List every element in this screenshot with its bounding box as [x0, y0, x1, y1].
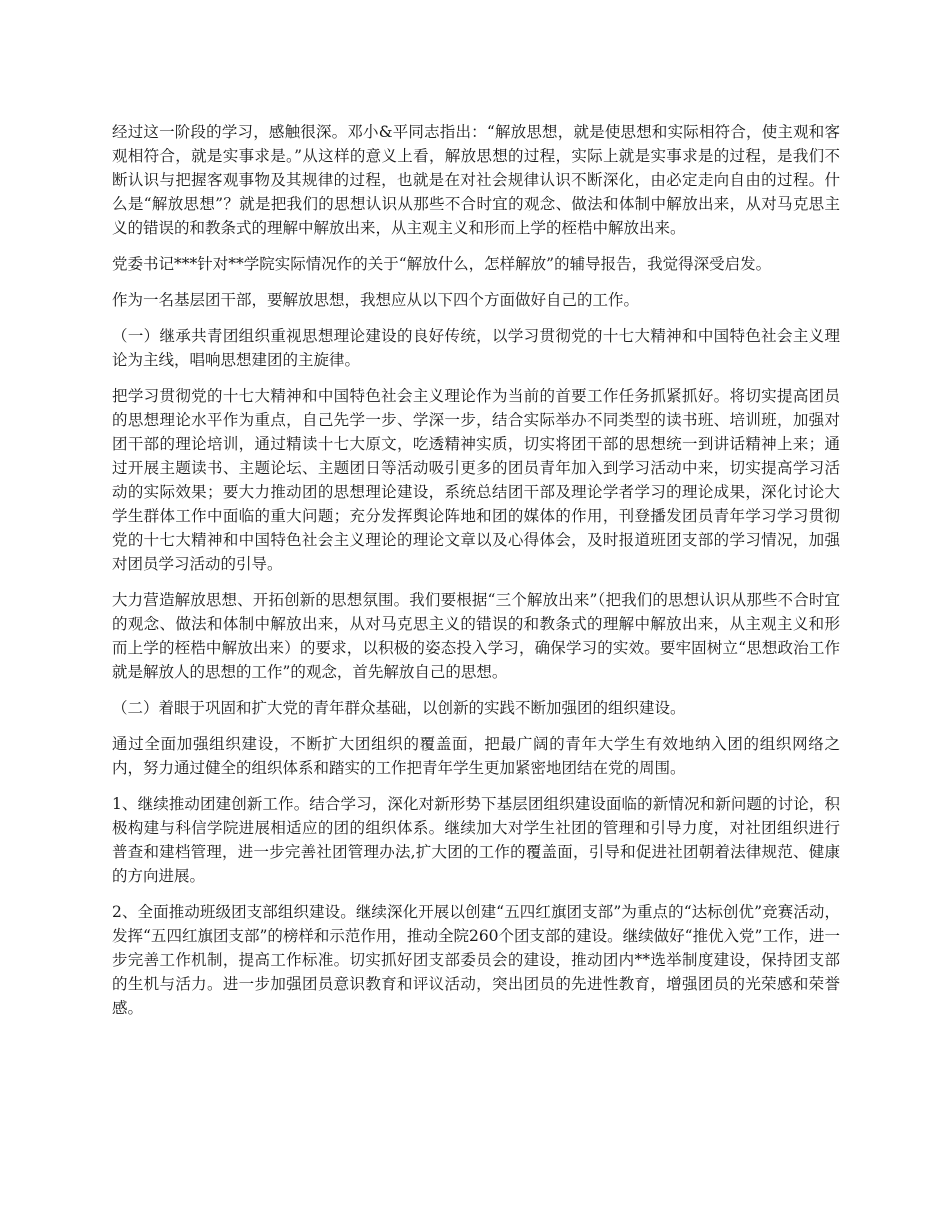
- paragraph-1: 经过这一阶段的学习，感触很深。邓小&平同志指出：“解放思想，就是使思想和实际相符合，使主观和客观相符合，就是实事求是。”从这样的意义上看，解放思想的过程，实际上就是实事求是的过程，是我们不断认识与把握客观事物及其规律的过程，也就是在对社会规律认识不断深化，由必定走向自由的过程。什么是“解放思想”？就是把我们的思想认识从那些不合时宜的观念、做法和体制中解放出来，从对马克思主义的错误的和教条式的理解中解放出来，从主观主义和形而上学的桎梏中解放出来。: [112, 123, 840, 237]
- section-heading-1: （一）继承共青团组织重视思想理论建设的良好传统，以学习贯彻党的十七大精神和中国特色社会主义理论为主线，唱响思想建团的主旋律。: [112, 327, 840, 369]
- paragraph-9: 1、继续推动团建创新工作。结合学习，深化对新形势下基层团组织建设面临的新情况和新问题的讨论，积极构建与科信学院进展相适应的团的组织体系。继续加大对学生社团的管理和引导力度，对社团组织进行普查和建档管理，进一步完善社团管理办法,扩大团的工作的覆盖面，引导和促进社团朝着法律规范、健康的方向进展。: [112, 795, 840, 885]
- paragraph-5: 把学习贯彻党的十七大精神和中国特色社会主义理论作为当前的首要工作任务抓紧抓好。将切实提高团员的思想理论水平作为重点，自己先学一步、学深一步，结合实际举办不同类型的读书班、培训班，加强对团干部的理论培训，通过精读十七大原文，吃透精神实质，切实将团干部的思想统一到讲话精神上来；通过开展主题读书、主题论坛、主题团日等活动吸引更多的团员青年加入到学习活动中来，切实提高学习活动的实际效果；要大力推动团的思想理论建设，系统总结团干部及理论学者学习的理论成果，深化讨论大学生群体工作中面临的重大问题；充分发挥舆论阵地和团的媒体的作用，刊登播发团员青年学习学习贯彻党的十七大精神和中国特色社会主义理论的理论文章以及心得体会，及时报道班团支部的学习情况，加强对团员学习活动的引导。: [112, 387, 840, 573]
- section-heading-2: （二）着眼于巩固和扩大党的青年群众基础，以创新的实践不断加强团的组织建设。: [112, 699, 686, 717]
- paragraph-3: 作为一名基层团干部，要解放思想，我想应从以下四个方面做好自己的工作。: [112, 291, 640, 309]
- document-page: [112, 120, 840, 1032]
- paragraph-8: 通过全面加强组织建设，不断扩大团组织的覆盖面，把最广阔的青年大学生有效地纳入团的组织网络之内，努力通过健全的组织体系和踏实的工作把青年学生更加紧密地团结在党的周围。: [112, 735, 840, 777]
- paragraph-10: 2、全面推动班级团支部组织建设。继续深化开展以创建“五四红旗团支部”为重点的“达标创优”竞赛活动，发挥“五四红旗团支部”的榜样和示范作用，推动全院260个团支部的建设。继续做好“推优入党”工作，进一步完善工作机制，提高工作标准。切实抓好团支部委员会的建设，推动团内**选举制度建设，保持团支部的生机与活力。进一步加强团员意识教育和评议活动，突出团员的先进性教育，增强团员的光荣感和荣誉感。: [112, 903, 840, 1017]
- paragraph-2: 党委书记***针对**学院实际情况作的关于“解放什么，怎样解放”的辅导报告，我觉得深受启发。: [112, 255, 772, 273]
- paragraph-6: 大力营造解放思想、开拓创新的思想氛围。我们要根据“三个解放出来”（把我们的思想认识从那些不合时宜的观念、做法和体制中解放出来，从对马克思主义的错误的和教条式的理解中解放出来，从主观主义和形而上学的桎梏中解放出来）的要求，以积极的姿态投入学习，确保学习的实效。要牢固树立“思想政治工作就是解放人的思想的工作”的观念，首先解放自己的思想。: [112, 591, 840, 681]
